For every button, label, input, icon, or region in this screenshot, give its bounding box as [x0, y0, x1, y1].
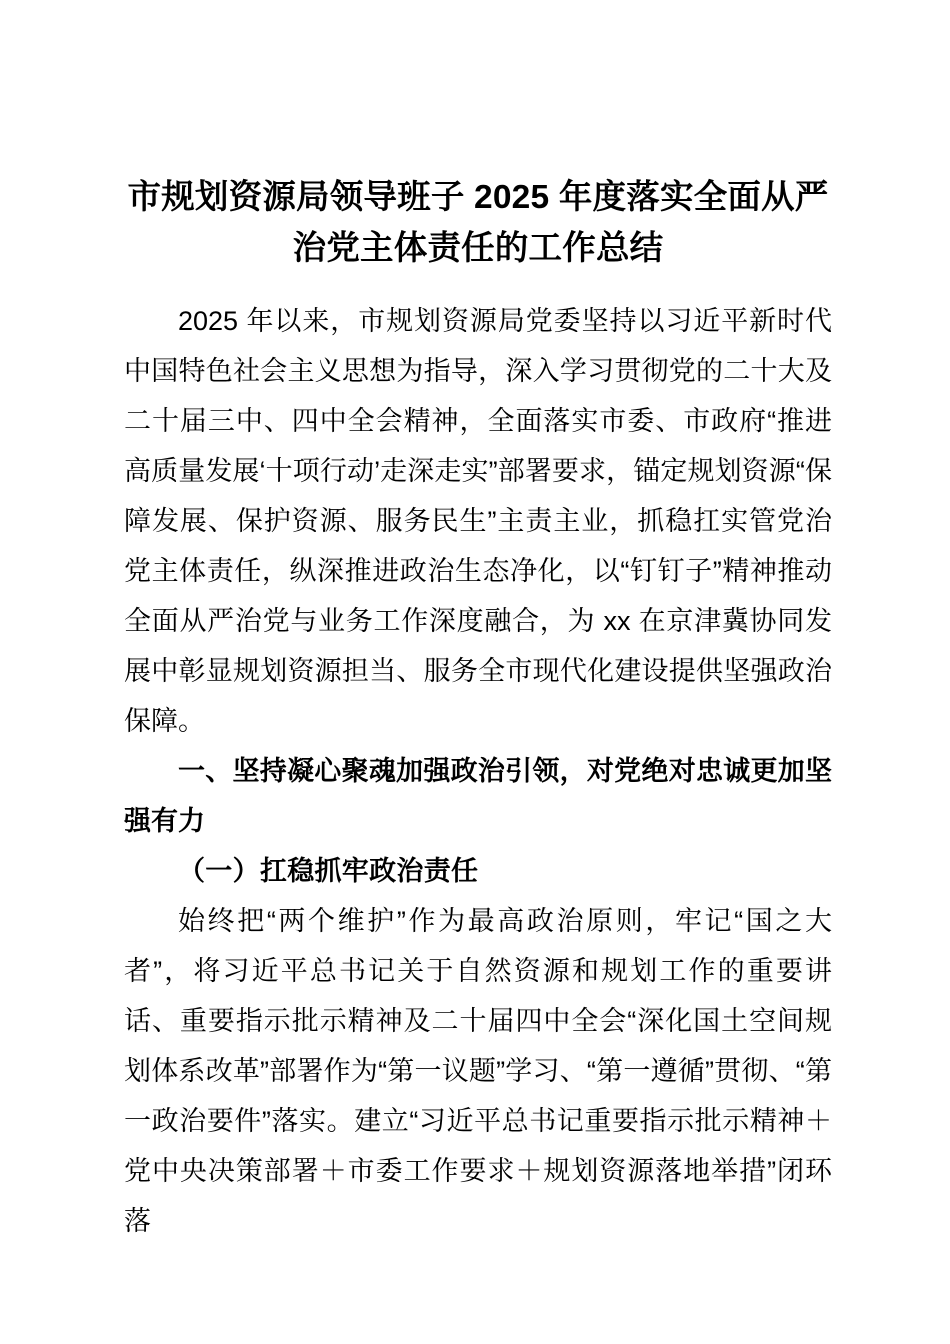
page-title: 市规划资源局领导班子 2025 年度落实全面从严治党主体责任的工作总结: [127, 179, 829, 267]
subsection-heading-1: （一）扛稳抓牢政治责任: [178, 856, 479, 886]
paragraph-intro: 2025 年以来，市规划资源局党委坚持以习近平新时代中国特色社会主义思想为指导，深入学习贯彻党的二十大及二十届三中、四中全会精神，全面落实市委、市政府“推进高质量发展‘十项行动’走深走实”部署要求，锚定规划资源“保障发展、保护资源、服务民生”主责主业，抓稳扛实管党治党主体责任，纵深推进政治生态净化，以“钉钉子”精神推动全面从严治党与业务工作深度融合，为 xx 在京津冀协同发展中彰显规划资源担当、服务全市现代化建设提供坚强政治保障。: [124, 306, 832, 736]
document-content: [124, 0, 832, 1246]
paragraph-body-1: 始终把“两个维护”作为最高政治原则，牢记“国之大者”，将习近平总书记关于自然资源和规划工作的重要讲话、重要指示批示精神及二十届四中全会“深化国土空间规划体系改革”部署作为“第一议题”学习、“第一遵循”贯彻、“第一政治要件”落实。建立“习近平总书记重要指示批示精神＋党中央决策部署＋市委工作要求＋规划资源落地举措”闭环落: [124, 906, 832, 1236]
section-heading-1: 一、坚持凝心聚魂加强政治引领，对党绝对忠诚更加坚强有力: [124, 756, 832, 836]
